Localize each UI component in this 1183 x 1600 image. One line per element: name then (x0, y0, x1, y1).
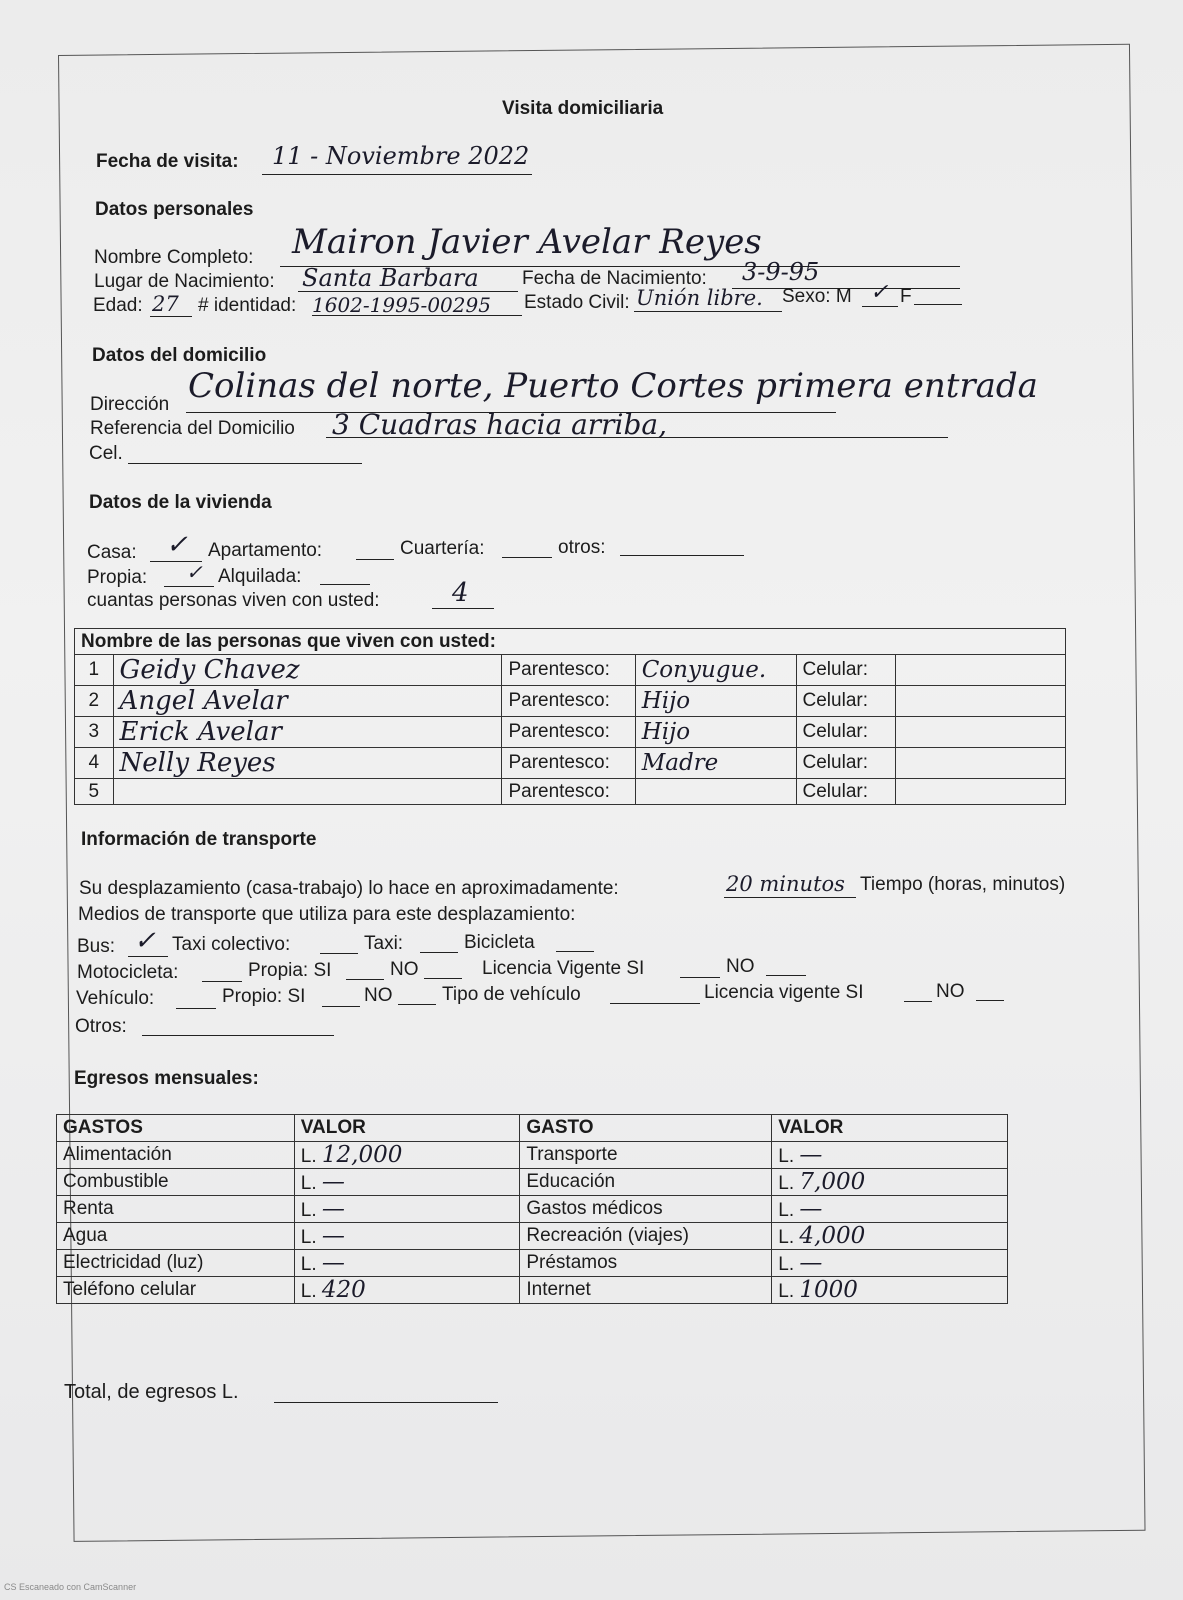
transport-means-label: Medios de transporte que utiliza para este desplazamiento: (78, 904, 576, 925)
vehiculo-licencia-label: Licencia vigente SI (704, 982, 864, 1003)
address-label: Dirección (90, 394, 170, 415)
person-name (113, 779, 502, 805)
person-relation: Hijo (635, 717, 796, 748)
expense-value: 7,000 (799, 1169, 866, 1195)
person-name: Erick Avelar (113, 717, 502, 748)
expense-value: — (321, 1223, 345, 1249)
expense-value: 4,000 (799, 1223, 866, 1249)
expense-value: 1000 (799, 1277, 858, 1303)
table-row: Agua L. — Recreación (viajes) L. 4,000 (57, 1223, 1008, 1250)
tipo-vehiculo-label: Tipo de vehículo (442, 984, 581, 1005)
expenses-heading: Egresos mensuales: (74, 1068, 259, 1089)
age-value: 27 (152, 292, 179, 316)
table-row: Renta L. — Gastos médicos L. — (57, 1196, 1008, 1223)
expense-value: 420 (321, 1277, 366, 1303)
bus-label: Bus: (77, 936, 116, 957)
table-row: 4 Nelly Reyes Parentesco: Madre Celular: (75, 748, 1066, 779)
civil-status-value: Unión libre. (636, 286, 763, 310)
expense-value: — (321, 1250, 345, 1276)
propia-label: Propia: (87, 567, 148, 588)
bicicleta-label: Bicicleta (464, 932, 535, 953)
household-count-value: 4 (452, 578, 469, 608)
moto-licencia-label: Licencia Vigente SI (482, 958, 645, 979)
expense-value: — (799, 1196, 823, 1222)
commute-label: Su desplazamiento (casa-trabajo) lo hace en aproximadamente: (79, 878, 619, 899)
expense-value: 12,000 (321, 1142, 403, 1168)
sex-label: Sexo: M (782, 286, 852, 307)
table-row: 5 Parentesco: Celular: (75, 779, 1066, 805)
cuarteria-label: Cuartería: (400, 538, 485, 559)
person-name: Geidy Chavez (113, 655, 502, 686)
commute-value: 20 minutos (726, 872, 845, 896)
sex-checkmark-icon: ✓ (870, 280, 889, 305)
moto-propia-no-label: NO (390, 959, 419, 980)
person-phone (895, 655, 1065, 686)
total-expenses-label: Total, de egresos L. (64, 1381, 239, 1403)
visit-date-label: Fecha de visita: (96, 151, 239, 172)
household-table (74, 628, 1066, 805)
household-table-header: Nombre de las personas que viven con usted: (75, 629, 502, 655)
reference-value: 3 Cuadras hacia arriba, (332, 408, 668, 441)
expense-value: — (799, 1250, 823, 1276)
expense-value: — (799, 1142, 823, 1168)
personal-heading: Datos personales (95, 199, 254, 220)
table-row: Combustible L. — Educación L. 7,000 (57, 1169, 1008, 1196)
transport-heading: Información de transporte (81, 829, 317, 850)
taxi-colectivo-label: Taxi colectivo: (172, 934, 291, 955)
otros-transport-label: Otros: (75, 1016, 127, 1037)
person-name: Nelly Reyes (113, 748, 502, 779)
housing-heading: Datos de la vivienda (89, 492, 272, 513)
table-row: 3 Erick Avelar Parentesco: Hijo Celular: (75, 717, 1066, 748)
name-label: Nombre Completo: (94, 247, 254, 268)
vehiculo-licencia-no-label: NO (936, 981, 965, 1002)
vehiculo-propio-si-label: Propio: SI (222, 986, 306, 1007)
table-row: Teléfono celular L. 420 Internet L. 1000 (57, 1277, 1008, 1304)
taxi-label: Taxi: (364, 933, 404, 954)
birthdate-label: Fecha de Nacimiento: (522, 268, 707, 289)
name-value: Mairon Javier Avelar Reyes (292, 222, 762, 262)
reference-label: Referencia del Domicilio (90, 418, 295, 439)
person-phone (895, 748, 1065, 779)
birthplace-value: Santa Barbara (302, 264, 479, 292)
id-value: 1602-1995-00295 (312, 293, 491, 317)
person-phone (895, 717, 1065, 748)
expense-value: — (321, 1169, 345, 1195)
apartamento-label: Apartamento: (208, 540, 323, 561)
table-row: 1 Geidy Chavez Parentesco: Conyugue. Celular: (75, 655, 1066, 686)
otros-housing-label: otros: (558, 537, 606, 558)
moto-propia-si-label: Propia: SI (248, 960, 332, 981)
vehiculo-label: Vehículo: (76, 988, 155, 1009)
sex-f-label: F (900, 286, 912, 307)
motocicleta-label: Motocicleta: (77, 962, 179, 983)
person-relation (635, 779, 796, 805)
person-relation: Conyugue. (635, 655, 796, 686)
domicile-heading: Datos del domicilio (92, 345, 267, 366)
bus-checkmark-icon: ✓ (134, 926, 156, 956)
table-row: Electricidad (luz) L. — Préstamos L. — (57, 1250, 1008, 1277)
person-phone (895, 779, 1065, 805)
cel-label: Cel. (89, 443, 123, 464)
alquilada-label: Alquilada: (218, 566, 302, 587)
household-count-label: cuantas personas viven con usted: (87, 590, 380, 611)
birthdate-value: 3-9-95 (742, 258, 820, 286)
expense-value: — (321, 1196, 345, 1222)
casa-label: Casa: (87, 542, 137, 563)
expenses-table: GASTOS VALOR GASTO VALOR Alimentación L. 12,000 Transporte L. — Combustible L. — Educación L. 7,000 Renta L. — Gastos médicos L. — Agua L. — Recreación (viajes) L. 4,000 Electricidad (luz) L. — Préstamos L. — Teléfono celular L. 420 Internet L. 1000 (56, 1114, 1008, 1304)
scanner-watermark: CS Escaneado con CamScanner (4, 1582, 137, 1592)
visit-date-value: 11 - Noviembre 2022 (272, 142, 530, 170)
form-title: Visita domiciliaria (502, 98, 664, 119)
age-label: Edad: (93, 295, 143, 316)
vehiculo-propio-no-label: NO (364, 985, 393, 1006)
address-value: Colinas del norte, Puerto Cortes primera entrada (188, 366, 1038, 406)
id-label: # identidad: (198, 295, 297, 316)
propia-checkmark-icon: ✓ (186, 560, 203, 584)
person-relation: Hijo (635, 686, 796, 717)
commute-unit: Tiempo (horas, minutos) (860, 874, 1066, 895)
table-row: Alimentación L. 12,000 Transporte L. — (57, 1142, 1008, 1169)
person-relation: Madre (635, 748, 796, 779)
civil-status-label: Estado Civil: (524, 292, 630, 313)
casa-checkmark-icon: ✓ (166, 530, 188, 560)
person-name: Angel Avelar (113, 686, 502, 717)
birthplace-label: Lugar de Nacimiento: (94, 271, 275, 292)
table-row: 2 Angel Avelar Parentesco: Hijo Celular: (75, 686, 1066, 717)
person-phone (895, 686, 1065, 717)
moto-licencia-no-label: NO (726, 956, 755, 977)
